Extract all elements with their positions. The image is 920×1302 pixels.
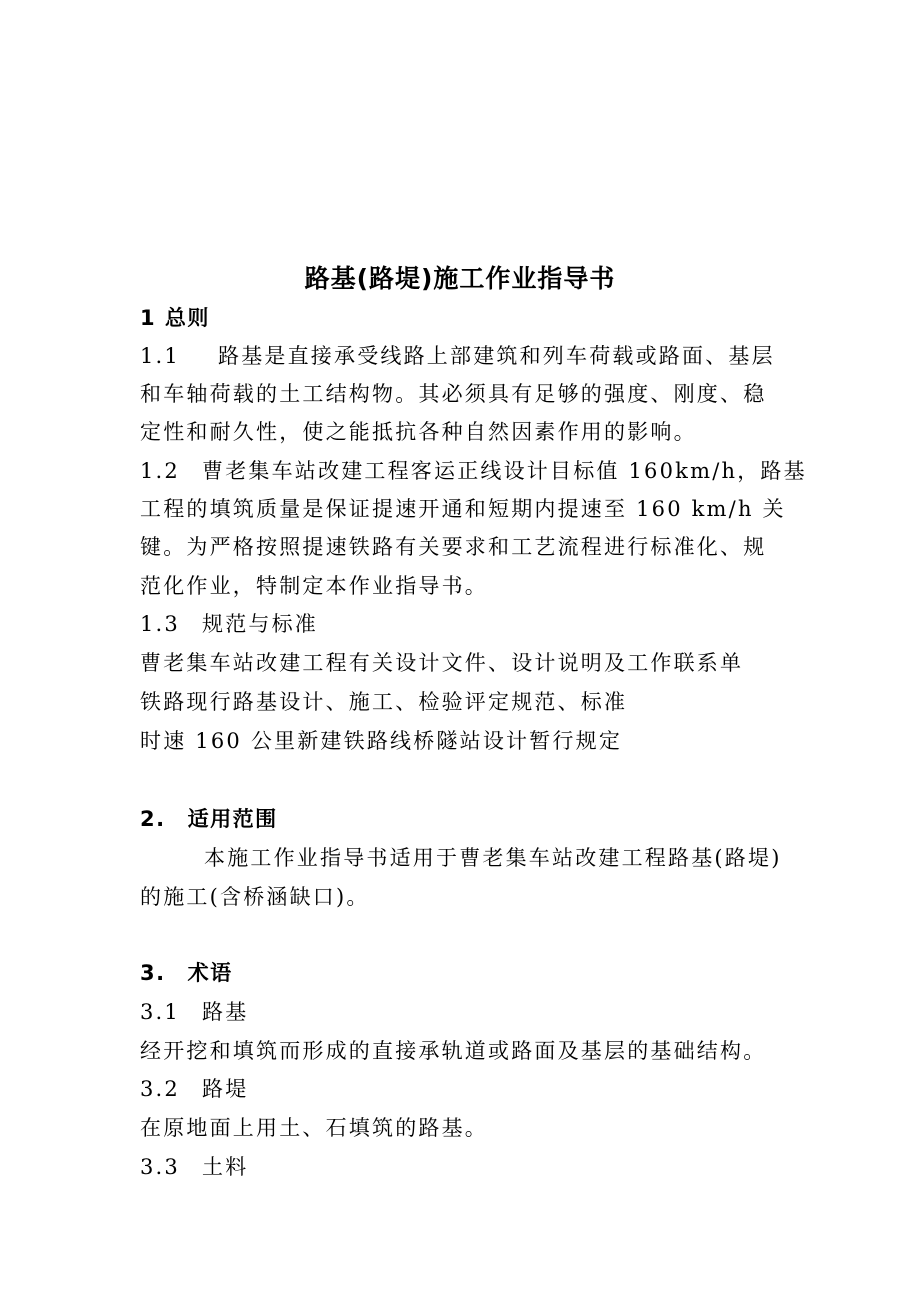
paragraph-1-3-number: 1.3 — [140, 612, 180, 636]
term-3-2 — [140, 1074, 248, 1104]
term-3-2-definition: 在原地面上用土、石填筑的路基。 — [140, 1116, 488, 1140]
paragraph-1-3-line-1 — [140, 609, 318, 639]
document-title: 路基(路堤)施工作业指导书 — [304, 264, 616, 293]
paragraph-1-3-label: 规范与标准 — [202, 612, 318, 636]
section-2-number: 2. — [140, 807, 166, 831]
term-3-2-number: 3.2 — [140, 1077, 180, 1101]
paragraph-1-2-line-2: 工程的填筑质量是保证提速开通和短期内提速至 160 km/h 关 — [140, 497, 786, 521]
section-2-text: 本施工作业指导书适用于曹老集车站改建工程路基(路堤) — [204, 846, 782, 870]
term-3-3-label: 土料 — [202, 1155, 249, 1179]
section-2-line-2: 的施工(含桥涵缺口)。 — [140, 885, 370, 909]
paragraph-1-1-line-2: 和车轴荷载的土工结构物。其必须具有足够的强度、刚度、稳 — [140, 382, 767, 406]
section-3-number: 3. — [140, 961, 166, 985]
paragraph-1-2-line-3: 键。为严格按照提速铁路有关要求和工艺流程进行标准化、规 — [140, 535, 767, 559]
section-2-title: 适用范围 — [187, 807, 278, 831]
term-3-1-label: 路基 — [202, 1000, 249, 1024]
term-3-1-definition: 经开挖和填筑而形成的直接承轨道或路面及基层的基础结构。 — [140, 1039, 767, 1063]
paragraph-1-1-number: 1.1 — [140, 344, 180, 368]
term-3-1 — [140, 997, 248, 1027]
standard-item-1: 曹老集车站改建工程有关设计文件、设计说明及工作联系单 — [140, 651, 744, 675]
standard-item-2: 铁路现行路基设计、施工、检验评定规范、标准 — [140, 690, 628, 714]
section-1-heading: 1 总则 — [140, 306, 210, 330]
paragraph-1-2-line-1 — [140, 456, 807, 486]
section-3-title: 术语 — [187, 961, 233, 985]
paragraph-1-1-line-1 — [140, 341, 775, 371]
paragraph-1-2-line-4: 范化作业，特制定本作业指导书。 — [140, 574, 488, 598]
section-2-heading — [140, 804, 278, 834]
paragraph-1-2-number: 1.2 — [140, 459, 180, 483]
term-3-3 — [140, 1152, 248, 1182]
paragraph-1-2-text: 曹老集车站改建工程客运正线设计目标值 160km/h，路基 — [202, 459, 807, 483]
term-3-1-number: 3.1 — [140, 1000, 180, 1024]
standard-item-3: 时速 160 公里新建铁路线桥隧站设计暂行规定 — [140, 729, 623, 753]
paragraph-1-1-text: 路基是直接承受线路上部建筑和列车荷载或路面、基层 — [218, 344, 775, 368]
paragraph-1-1-line-3: 定性和耐久性，使之能抵抗各种自然因素作用的影响。 — [140, 420, 697, 444]
term-3-3-number: 3.3 — [140, 1155, 180, 1179]
section-2-line-1 — [140, 843, 782, 873]
section-3-heading — [140, 958, 233, 988]
term-3-2-label: 路堤 — [202, 1077, 249, 1101]
